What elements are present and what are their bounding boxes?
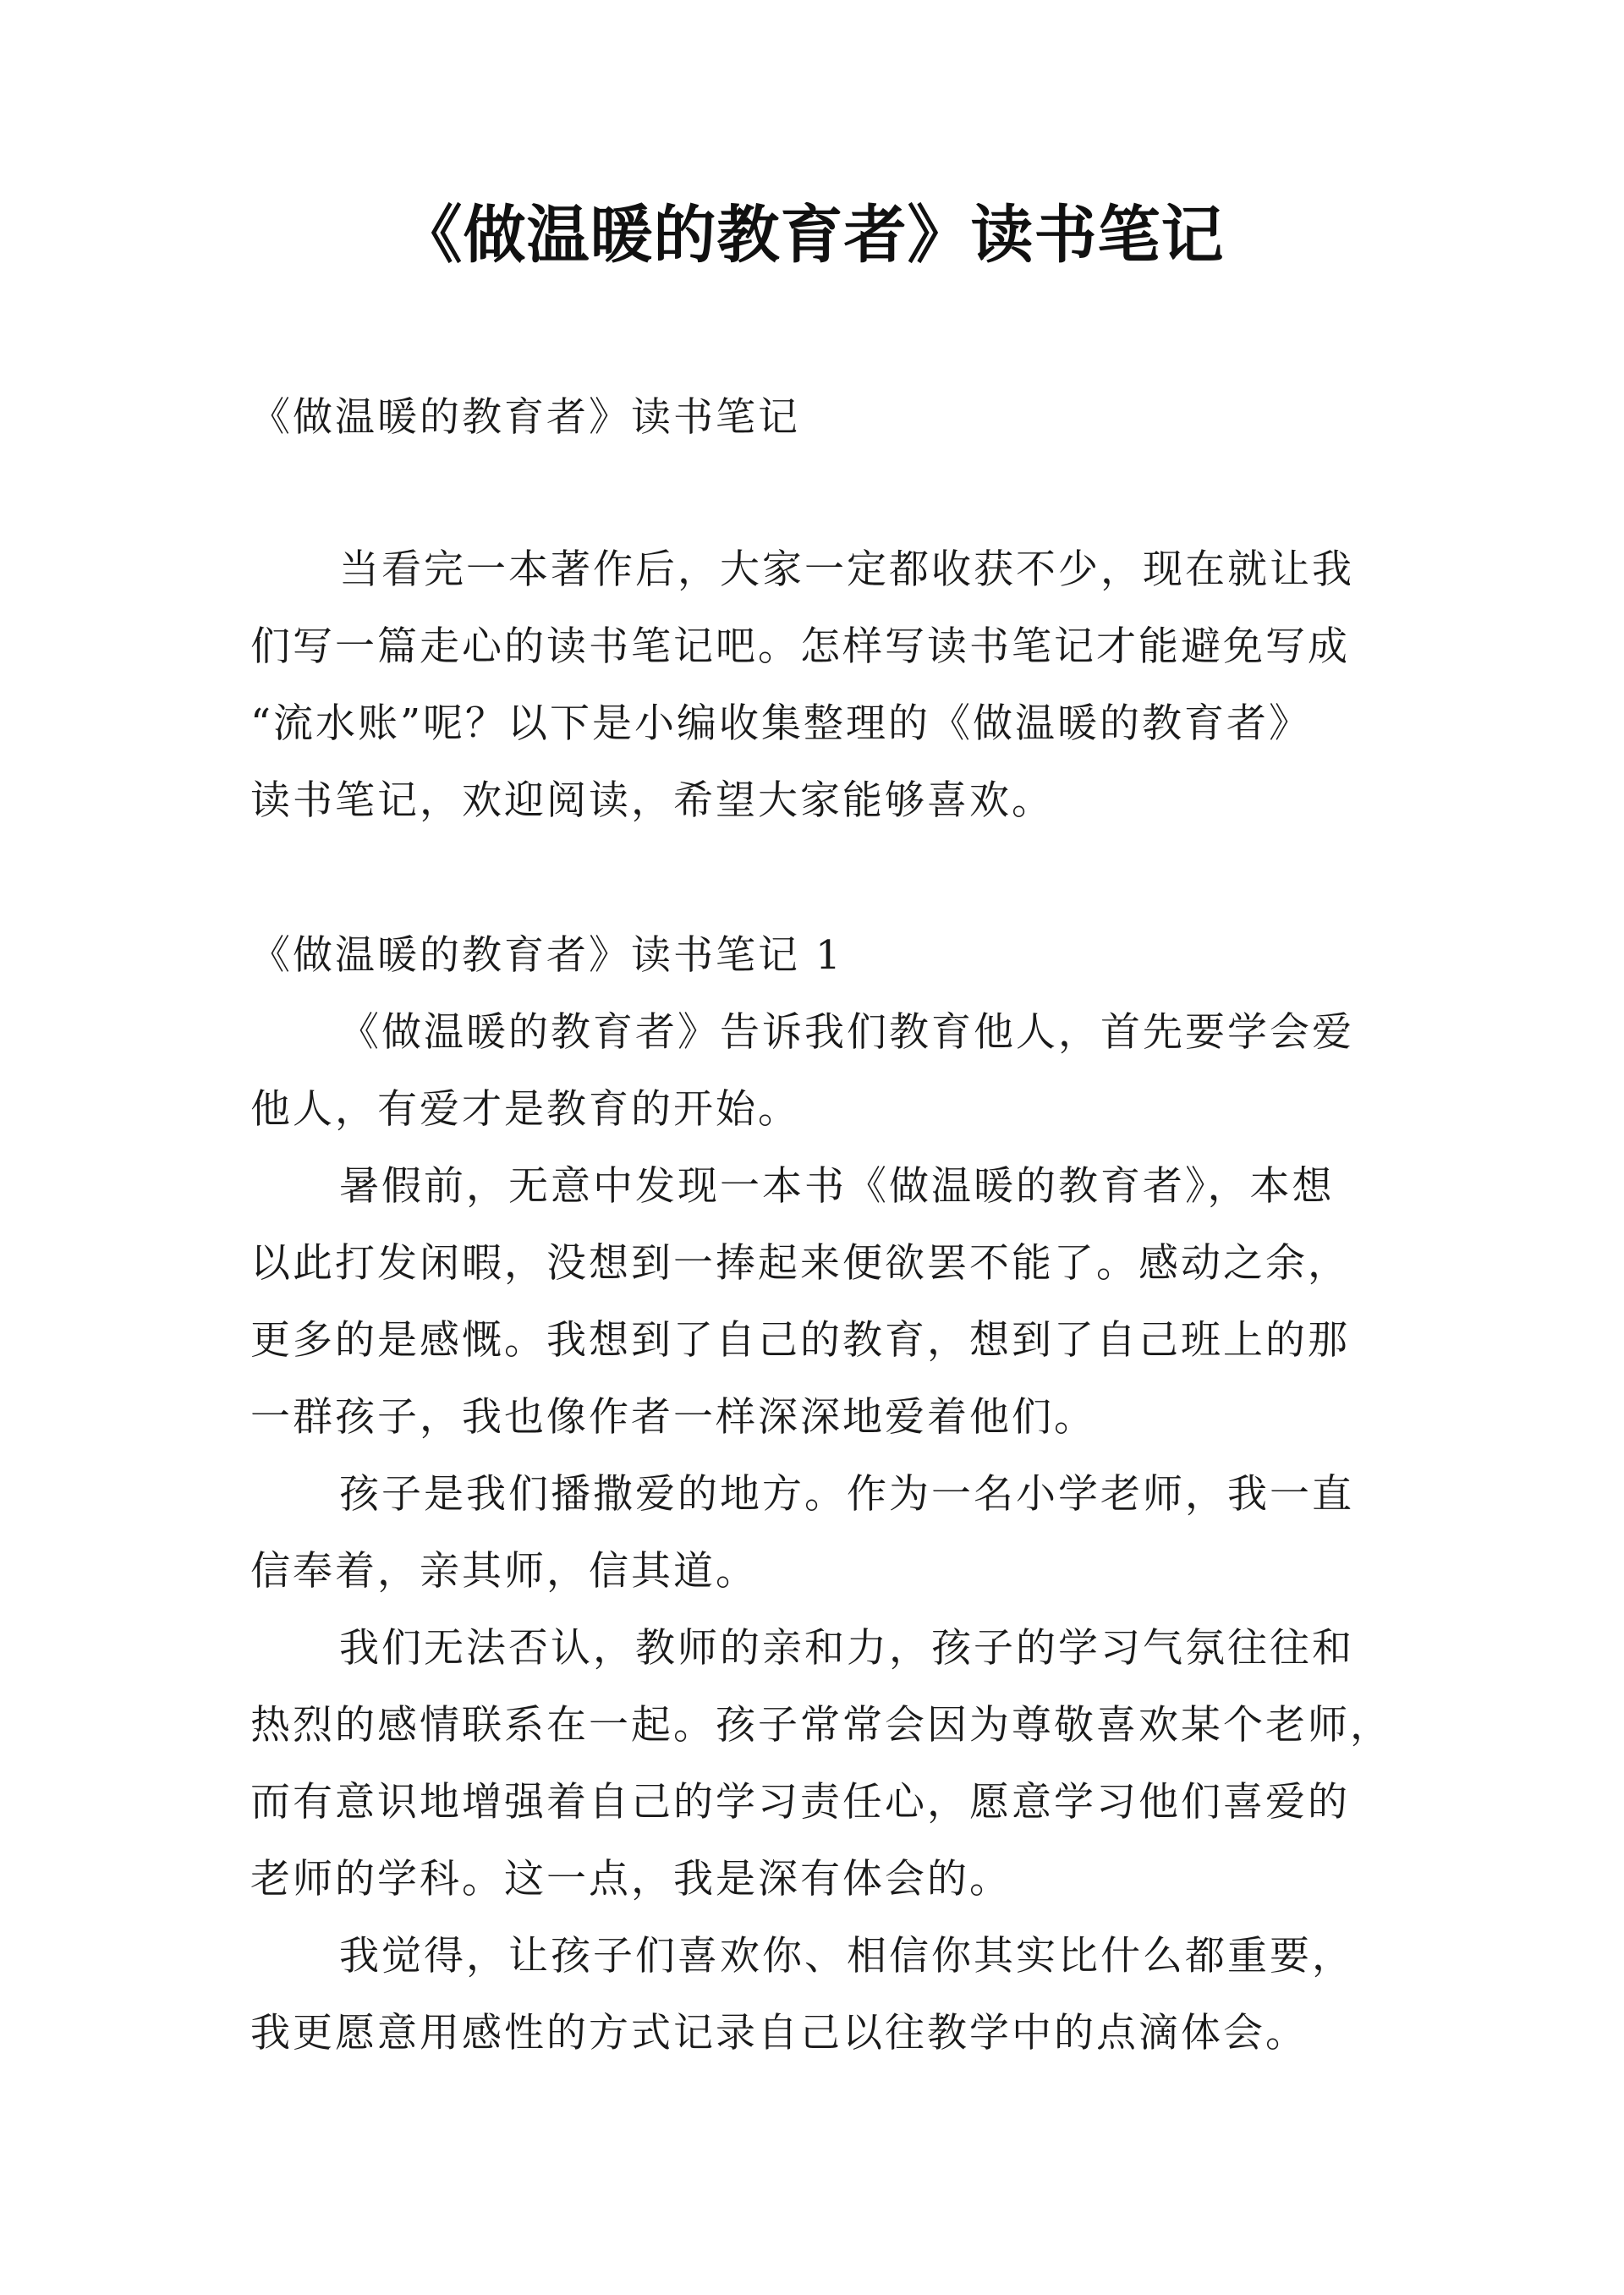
section-heading [250, 917, 1392, 994]
intro-line: 读书笔记，欢迎阅读，希望大家能够喜欢。 [250, 777, 1054, 824]
paragraph-line: 以此打发闲暇，没想到一捧起来便欲罢不能了。感动之余， [250, 1240, 1350, 1287]
paragraph-line: 我更愿意用感性的方式记录自己以往教学中的点滴体会。 [250, 2010, 1308, 2056]
paragraph [250, 1918, 1392, 2072]
paragraph-line: 我觉得，让孩子们喜欢你、相信你其实比什么都重要， [339, 1933, 1354, 1979]
document-subtitle [250, 379, 1392, 456]
intro-line: “流水账”呢？以下是小编收集整理的《做温暖的教育者》 [250, 700, 1312, 747]
intro-line: 当看完一本著作后，大家一定都收获不少，现在就让我 [339, 546, 1354, 593]
section-body [250, 994, 1392, 2072]
subtitle-line: 《做温暖的教育者》读书笔记 [250, 394, 800, 441]
intro-paragraph [250, 531, 1392, 839]
paragraph-line: 信奉着，亲其师，信其道。 [250, 1548, 758, 1595]
paragraph-line: 孩子是我们播撒爱的地方。作为一名小学老师，我一直 [339, 1471, 1354, 1518]
paragraph-line: 更多的是感慨。我想到了自己的教育，想到了自己班上的那 [250, 1317, 1350, 1364]
intro-line: 们写一篇走心的读书笔记吧。怎样写读书笔记才能避免写成 [250, 623, 1350, 670]
paragraph [250, 1456, 1392, 1610]
document-title: 《做温暖的教育者》读书笔记 [399, 199, 1225, 272]
paragraph-line: 我们无法否认，教师的亲和力，孩子的学习气氛往往和 [339, 1625, 1354, 1672]
paragraph-line: 而有意识地增强着自己的学习责任心，愿意学习他们喜爱的 [250, 1779, 1350, 1826]
paragraph [250, 1610, 1392, 1918]
paragraph-line: 老师的学科。这一点，我是深有体会的。 [250, 1856, 1012, 1902]
paragraph-line: 热烈的感情联系在一起。孩子常常会因为尊敬喜欢某个老师， [250, 1702, 1392, 1749]
paragraph [250, 994, 1392, 1148]
paragraph-line: 他人，有爱才是教育的开始。 [250, 1086, 800, 1133]
paragraph [250, 1148, 1392, 1456]
paragraph-line: 《做温暖的教育者》告诉我们教育他人，首先要学会爱 [339, 1009, 1354, 1056]
paragraph-line: 一群孩子，我也像作者一样深深地爱着他们。 [250, 1394, 1096, 1441]
section-heading-text: 《做温暖的教育者》读书笔记 1 [250, 932, 843, 979]
paragraph-line: 暑假前，无意中发现一本书《做温暖的教育者》，本想 [339, 1163, 1335, 1210]
